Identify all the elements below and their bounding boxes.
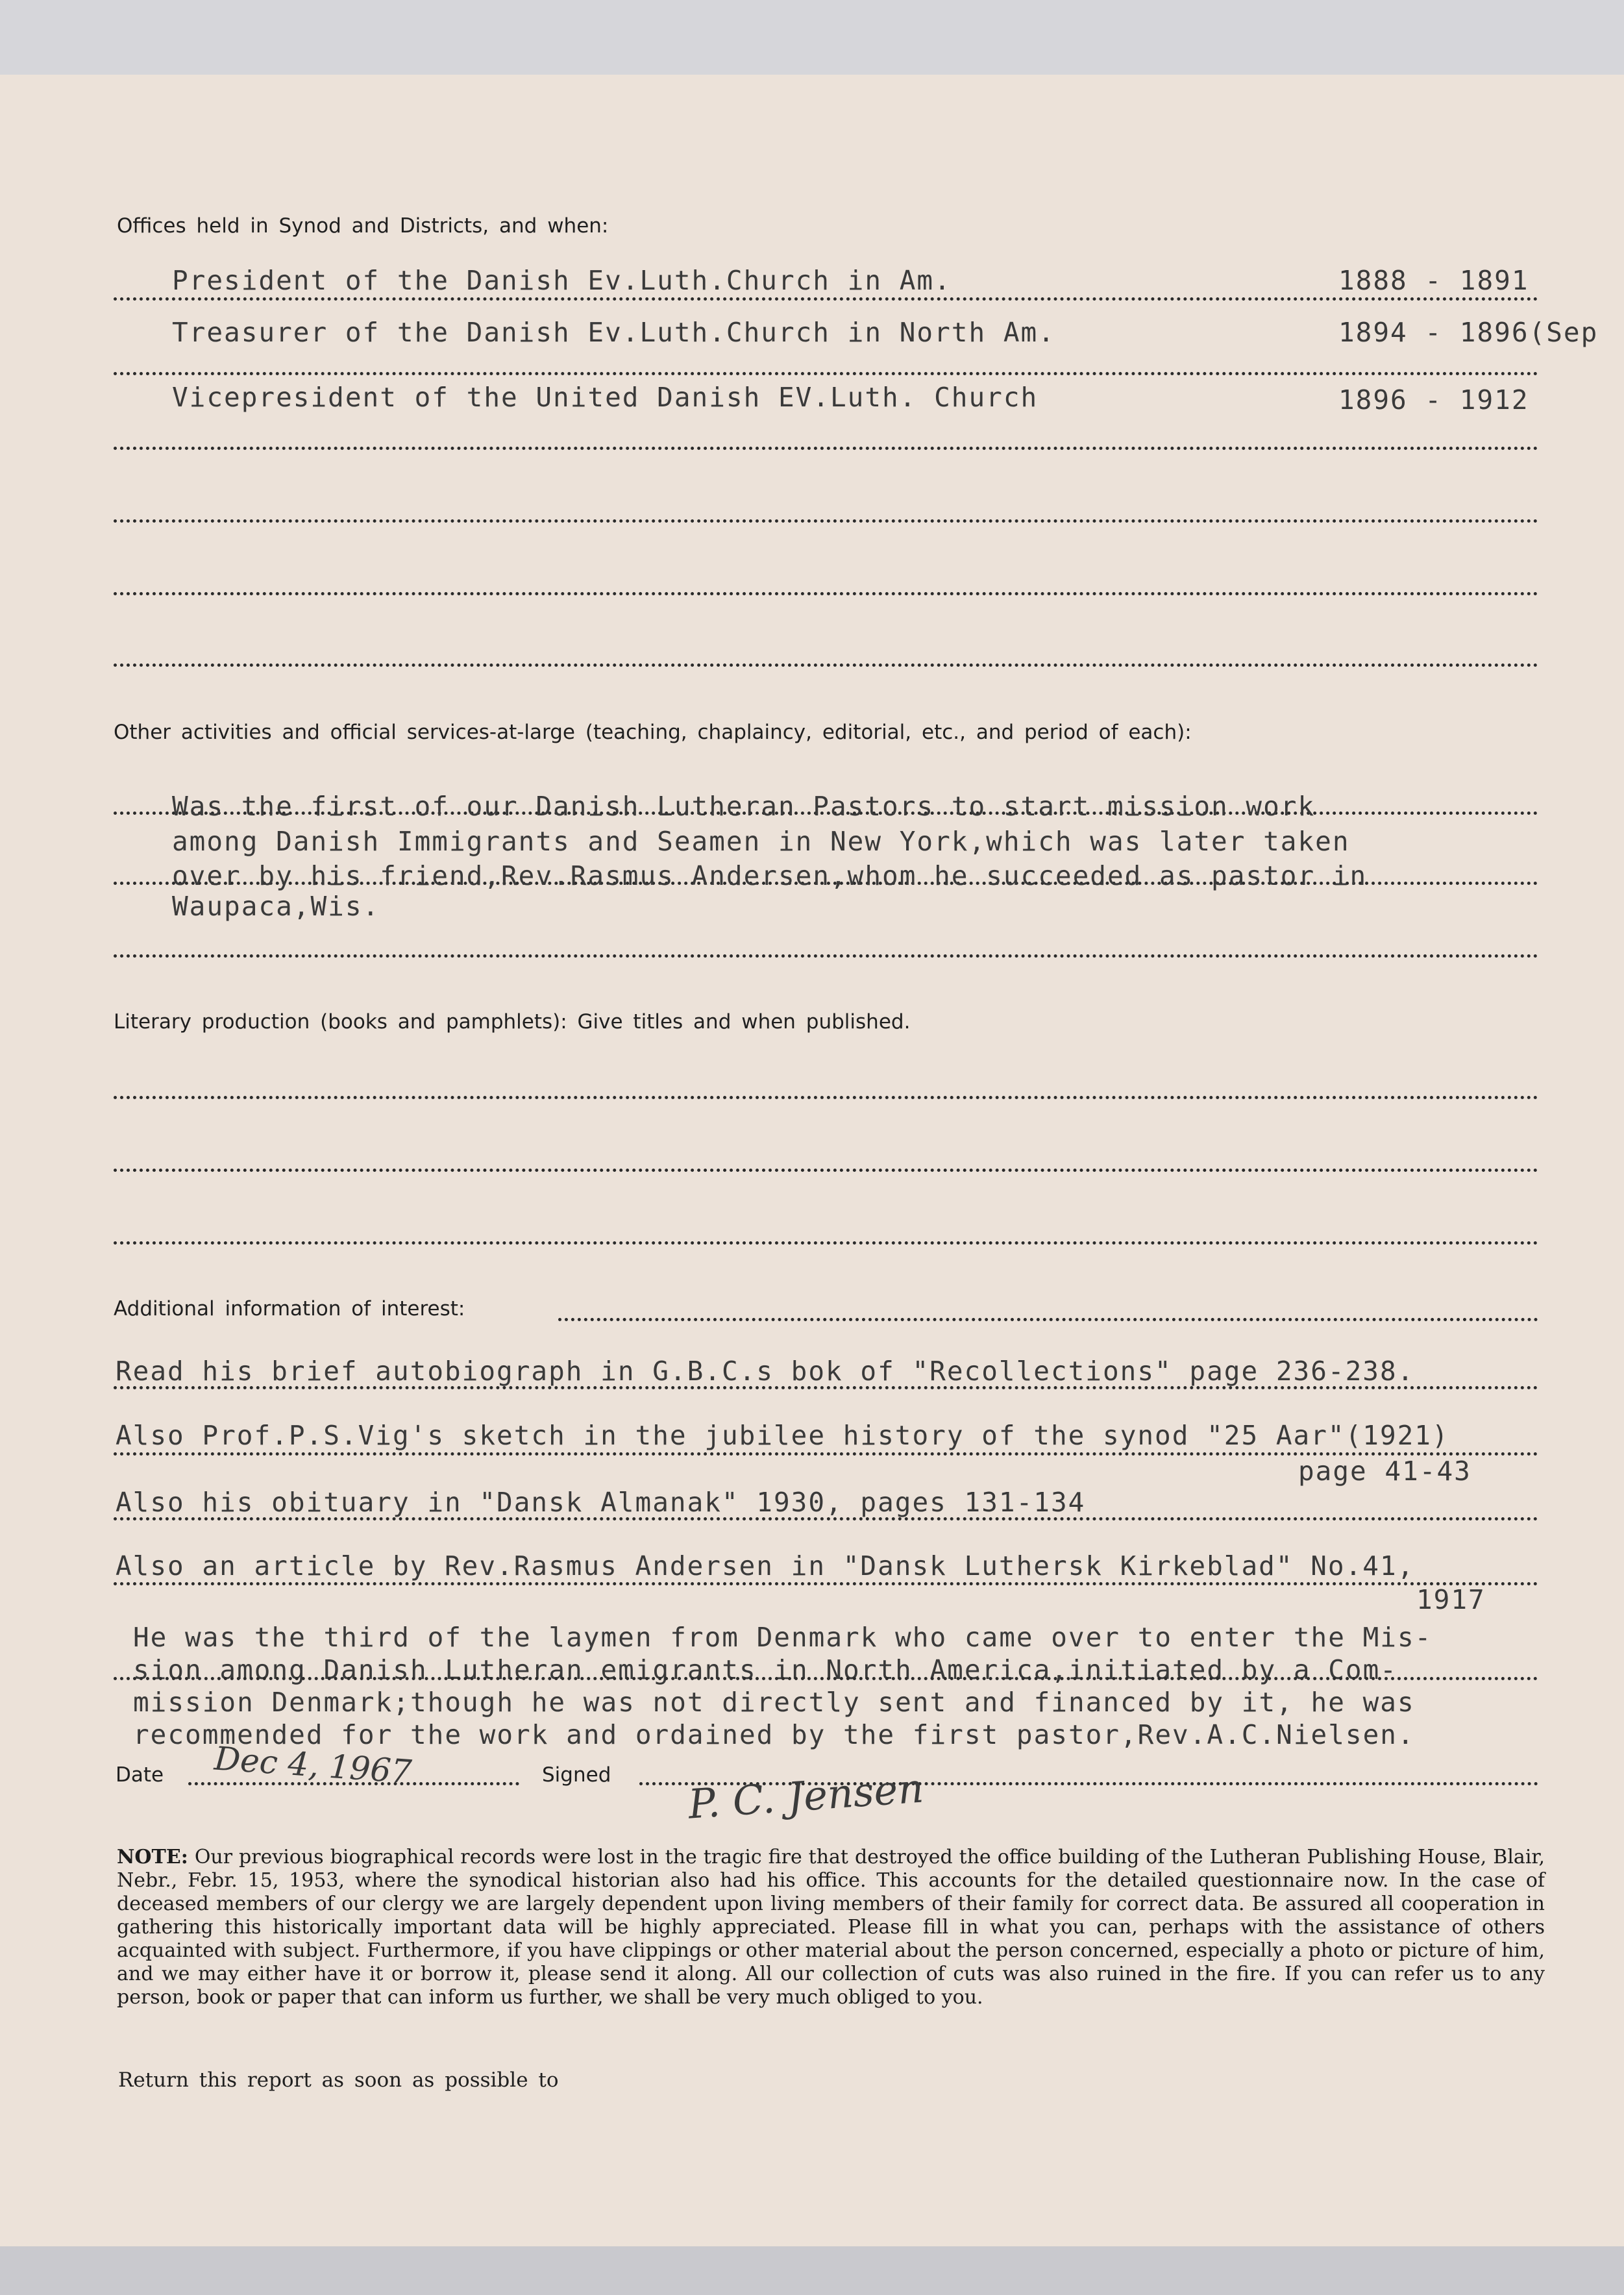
office-years: 1896 - 1912	[1338, 384, 1529, 416]
scanner-top-margin	[0, 0, 1624, 75]
activities-text-line: over by his friend,Rev.Rasmus Andersen,whom he succeeded as pastor in	[172, 860, 1368, 891]
fill-line	[114, 664, 1538, 667]
additional-text-line: Also his obituary in "Dansk Almanak" 1930, pages 131-134	[116, 1487, 1086, 1518]
date-label: Date	[116, 1763, 164, 1787]
activities-heading: Other activities and official services-at-large (teaching, chaplaincy, editorial, etc., and period of each):	[114, 721, 1192, 744]
signed-label: Signed	[542, 1763, 611, 1787]
additional-text-line: mission Denmark;though he was not directly sent and financed by it, he was	[133, 1687, 1415, 1718]
fill-line	[114, 954, 1538, 958]
additional-text-line: sion among Danish Lutheran emigrants in North America,initiated by a Com-	[133, 1654, 1397, 1685]
fill-line	[114, 1582, 1538, 1585]
fill-line	[114, 592, 1538, 595]
fill-line	[114, 1386, 1538, 1389]
activities-text-line: among Danish Immigrants and Seamen in New York,which was later taken	[172, 826, 1350, 857]
fill-line	[114, 447, 1538, 450]
additional-text-line: Also Prof.P.S.Vig's sketch in the jubilee history of the synod "25 Aar"(1921)	[116, 1420, 1449, 1451]
additional-text-line: recommended for the work and ordained by the first pastor,Rev.A.C.Nielsen.	[133, 1719, 1415, 1750]
additional-text-line: Also an article by Rev.Rasmus Andersen in "Dansk Luthersk Kirkeblad" No.41,	[116, 1550, 1415, 1582]
office-years: 1894 - 1896(Sep	[1338, 317, 1599, 348]
note-text: Our previous biographical records were lost in the tragic fire that destroyed the office building of the Lutheran Publishing House, Blair, Nebr., Febr. 15, 1953, where the synodical historian also had his office. This accounts for the detailed questionnaire now. In the case of deceased members of our clergy we are largely dependent upon living members of their family for correct data. Be assured all cooperation in gathering this historically important data will be highly appreciated. Please fill in what you can, perhaps with the assistance of others acquainted with subject. Furthermore, if you have clippings or other material about the person concerned, especially a photo or picture of him, and we may either have it or borrow it, please send it along. All our collection of cuts was also ruined in the fire. If you can refer us to any person, book or paper that can inform us further, we shall be very much obliged to you.	[117, 1846, 1545, 2009]
note-paragraph	[117, 1846, 1545, 2009]
fill-line	[114, 1677, 1538, 1680]
fill-line	[558, 1318, 1538, 1321]
literary-heading: Literary production (books and pamphlets): Give titles and when published.	[114, 1010, 911, 1034]
fill-line	[114, 372, 1538, 375]
fill-line	[114, 1169, 1538, 1172]
office-entry: President of the Danish Ev.Luth.Church in Am.	[172, 265, 952, 296]
signature-handwritten: P. C. Jensen	[686, 1764, 926, 1828]
additional-text-line: 1917	[1416, 1584, 1486, 1615]
fill-line	[114, 297, 1538, 301]
office-entry: Vicepresident of the United Danish EV.Luth. Church	[172, 382, 1039, 413]
date-handwritten: Dec 4, 1967	[213, 1739, 413, 1791]
fill-line	[114, 1452, 1538, 1456]
additional-text-line: page 41-43	[1298, 1456, 1471, 1487]
fill-line	[114, 1241, 1538, 1245]
additional-text-line: He was the third of the laymen from Denmark who came over to enter the Mis-	[133, 1622, 1433, 1653]
fill-line	[114, 1517, 1538, 1520]
offices-heading: Offices held in Synod and Districts, and when:	[117, 214, 609, 238]
office-entry: Treasurer of the Danish Ev.Luth.Church in North Am.	[172, 317, 1055, 348]
additional-text-line: Read his brief autobiograph in G.B.C.s bok of "Recollections" page 236-238.	[116, 1356, 1415, 1387]
note-label: NOTE:	[117, 1846, 188, 1868]
scanner-bottom-margin	[0, 2246, 1624, 2295]
additional-heading: Additional information of interest:	[114, 1297, 465, 1321]
office-years: 1888 - 1891	[1338, 265, 1529, 296]
fill-line	[114, 1096, 1538, 1099]
activities-text-line: Was the first of our Danish Lutheran Pastors to start mission work	[172, 791, 1316, 822]
return-instruction: Return this report as soon as possible to	[118, 2068, 559, 2092]
fill-line	[114, 519, 1538, 523]
activities-text-line: Waupaca,Wis.	[172, 891, 380, 922]
